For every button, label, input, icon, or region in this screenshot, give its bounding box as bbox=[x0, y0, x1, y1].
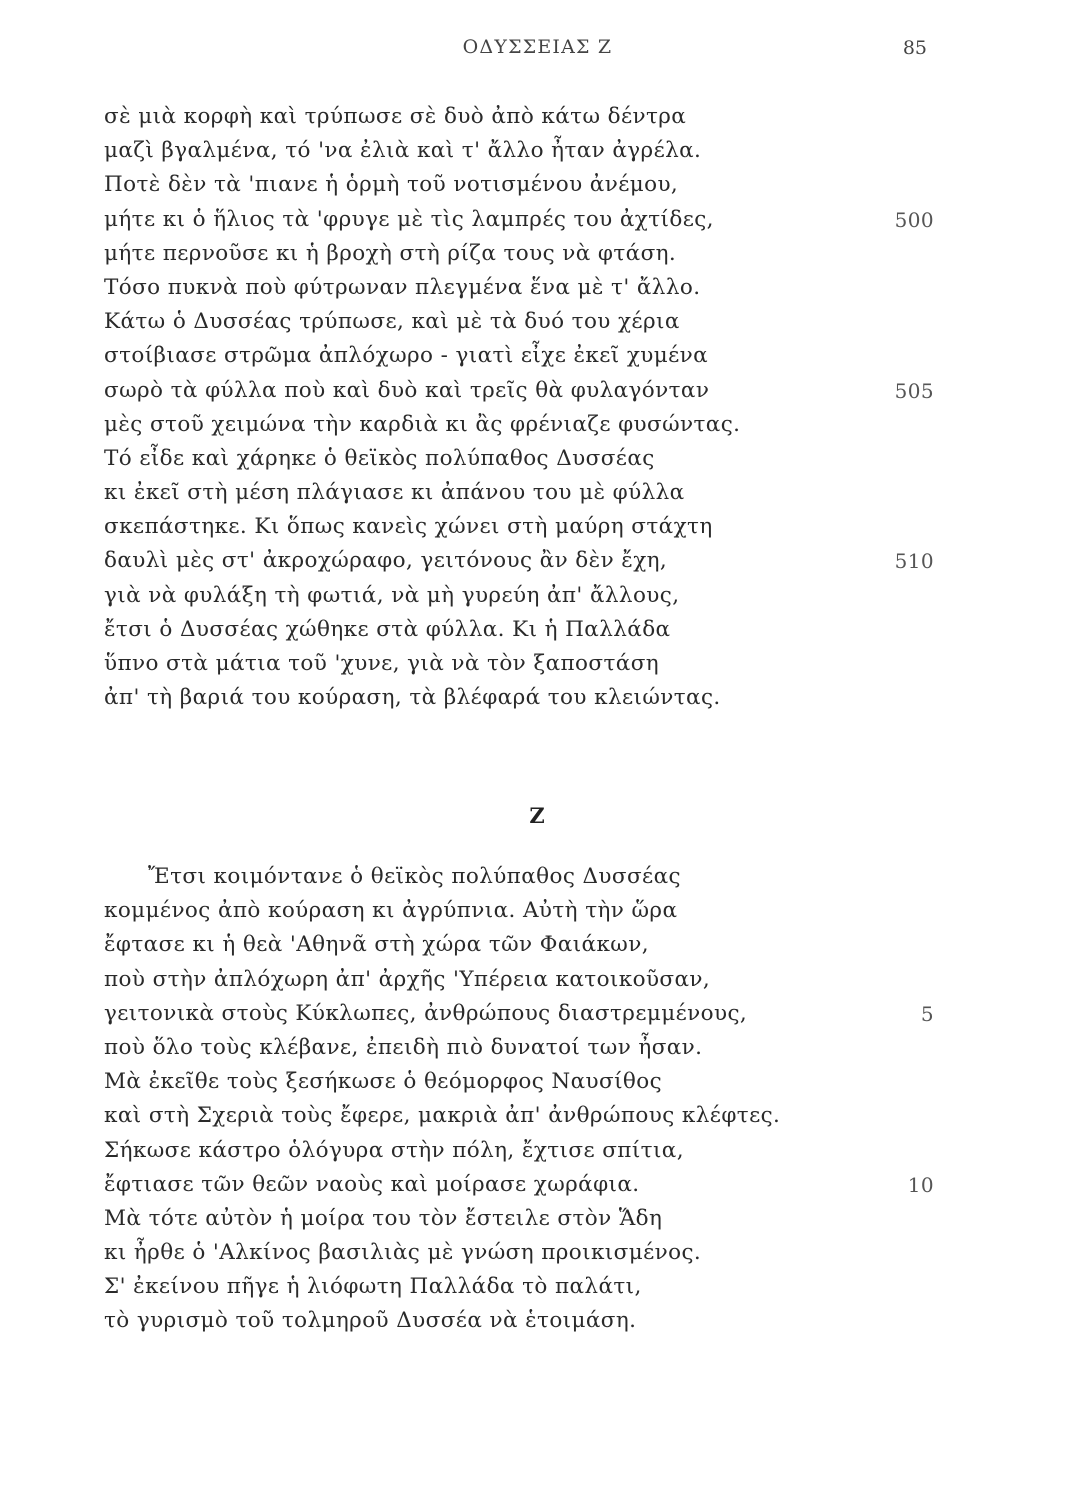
verse-line-text: μὲς στοῦ χειμώνα τὴν καρδιὰ κι ἂς φρένιαζε φυσώντας. bbox=[104, 411, 741, 437]
verse-line-text: μήτε κι ὁ ἥλιος τὰ 'φρυγε μὲ τὶς λαμπρές του ἀχτίδες, bbox=[104, 206, 714, 232]
verse-line-text: δαυλὶ μὲς στ' ἀκροχώραφο, γειτόνους ἂν δὲν ἔχη, bbox=[104, 548, 668, 574]
verse-line bbox=[104, 1031, 934, 1065]
page-number: 85 bbox=[902, 37, 927, 59]
verse-line bbox=[104, 579, 934, 613]
verse-block-bottom bbox=[104, 860, 934, 1339]
verse-line-text: τὸ γυρισμὸ τοῦ τολμηροῦ Δυσσέα νὰ ἑτοιμάση. bbox=[104, 1308, 637, 1334]
verse-line bbox=[104, 476, 934, 510]
verse-line bbox=[104, 1168, 934, 1202]
verse-line-text: Μὰ τότε αὐτὸν ἡ μοίρα του τὸν ἔστειλε στὸν Ἅδη bbox=[104, 1205, 663, 1231]
verse-line-text: μαζὶ βγαλμένα, τό 'να ἐλιὰ καὶ τ' ἄλλο ἦταν ἀγρέλα. bbox=[104, 138, 702, 164]
verse-line-text: Τόσο πυκνὰ ποὺ φύτρωναν πλεγμένα ἕνα μὲ τ' ἄλλο. bbox=[104, 274, 701, 300]
line-number: 510 bbox=[894, 549, 934, 574]
verse-line bbox=[104, 442, 934, 476]
running-head bbox=[0, 36, 1075, 66]
verse-line bbox=[104, 339, 934, 373]
verse-line bbox=[104, 963, 934, 997]
verse-line-text: ἀπ' τὴ βαριά του κούραση, τὰ βλέφαρά του κλειώντας. bbox=[104, 685, 721, 711]
verse-line-text: μήτε περνοῦσε κι ἡ βροχὴ στὴ ρίζα τους νὰ φτάση. bbox=[104, 240, 677, 266]
line-number: 5 bbox=[920, 1001, 934, 1026]
line-number: 500 bbox=[894, 207, 934, 232]
verse-line bbox=[104, 1202, 934, 1236]
verse-line-text: ὕπνο στὰ μάτια τοῦ 'χυνε, γιὰ νὰ τὸν ξαποστάση bbox=[104, 651, 660, 676]
verse-line-text: Ποτὲ δὲν τὰ 'πιανε ἡ ὁρμὴ τοῦ νοτισμένου ἀνέμου, bbox=[104, 172, 679, 198]
verse-line bbox=[104, 237, 934, 271]
verse-line-text: ποὺ ὅλο τοὺς κλέβανε, ἐπειδὴ πιὸ δυνατοί των ἦσαν. bbox=[104, 1034, 703, 1060]
verse-line-text: σκεπάστηκε. Κι ὅπως κανεὶς χώνει στὴ μαύρη στάχτη bbox=[104, 514, 713, 540]
verse-line bbox=[104, 1099, 934, 1133]
verse-line bbox=[104, 681, 934, 715]
verse-line bbox=[104, 203, 934, 237]
verse-line-text: Τό εἶδε καὶ χάρηκε ὁ θεϊκὸς πολύπαθος Δυσσέας bbox=[104, 445, 655, 471]
verse-line bbox=[104, 408, 934, 442]
verse-line-text: Μὰ ἐκεῖθε τοὺς ξεσήκωσε ὁ θεόμορφος Ναυσίθος bbox=[104, 1069, 663, 1095]
verse-line bbox=[104, 860, 934, 894]
verse-line bbox=[104, 100, 934, 134]
verse-line bbox=[104, 928, 934, 962]
verse-line-text: καὶ στὴ Σχεριὰ τοὺς ἔφερε, μακριὰ ἀπ' ἀνθρώπους κλέφτες. bbox=[104, 1103, 781, 1129]
verse-line bbox=[104, 1065, 934, 1099]
verse-line bbox=[104, 894, 934, 928]
verse-line bbox=[104, 134, 934, 168]
verse-line-text: γειτονικὰ στοὺς Κύκλωπες, ἀνθρώπους διαστρεμμένους, bbox=[104, 1000, 748, 1026]
line-number: 505 bbox=[894, 378, 934, 403]
verse-line bbox=[104, 1236, 934, 1270]
verse-line-text: γιὰ νὰ φυλάξη τὴ φωτιά, νὰ μὴ γυρεύη ἀπ' ἄλλους, bbox=[104, 582, 680, 608]
verse-line bbox=[104, 305, 934, 339]
verse-line bbox=[104, 510, 934, 544]
verse-line bbox=[104, 997, 934, 1031]
verse-line bbox=[104, 1134, 934, 1168]
verse-line-text: κι ἦρθε ὁ 'Αλκίνος βασιλιὰς μὲ γνώση προικισμένος. bbox=[104, 1240, 702, 1266]
verse-line-text: Κάτω ὁ Δυσσέας τρύπωσε, καὶ μὲ τὰ δυό του χέρια bbox=[104, 309, 680, 335]
verse-line-text: ἔφτιασε τῶν θεῶν ναοὺς καὶ μοίρασε χωράφια. bbox=[104, 1171, 640, 1197]
running-title: ΟΔΥΣΣΕΙΑΣ Ζ bbox=[462, 36, 613, 58]
verse-line-text: Σήκωσε κάστρο ὁλόγυρα στὴν πόλη, ἔχτισε σπίτια, bbox=[104, 1137, 684, 1163]
verse-line bbox=[104, 647, 934, 681]
verse-line-text: Ἔτσι κοιμόντανε ὁ θεϊκὸς πολύπαθος Δυσσέας bbox=[148, 864, 681, 889]
verse-line bbox=[104, 1270, 934, 1304]
verse-line-text: κομμένος ἀπὸ κούραση κι ἀγρύπνια. Αὐτὴ τὴν ὥρα bbox=[104, 898, 678, 924]
verse-block-top bbox=[104, 100, 934, 715]
verse-line-text: κι ἐκεῖ στὴ μέση πλάγιασε κι ἀπάνου του μὲ φύλλα bbox=[104, 480, 685, 506]
verse-line-text: ἔφτασε κι ἡ θεὰ 'Αθηνᾶ στὴ χώρα τῶν Φαιάκων, bbox=[104, 932, 649, 958]
verse-line-text: στοίβιασε στρῶμα ἀπλόχωρο - γιατὶ εἶχε ἐκεῖ χυμένα bbox=[104, 343, 709, 369]
section-heading: Ζ bbox=[529, 803, 546, 828]
verse-line bbox=[104, 1304, 934, 1338]
verse-line bbox=[104, 168, 934, 202]
verse-line-text: ἔτσι ὁ Δυσσέας χώθηκε στὰ φύλλα. Κι ἡ Παλλάδα bbox=[104, 616, 671, 642]
line-number: 10 bbox=[907, 1172, 934, 1197]
verse-line bbox=[104, 613, 934, 647]
verse-line bbox=[104, 374, 934, 408]
verse-line bbox=[104, 271, 934, 305]
verse-line-text: σωρὸ τὰ φύλλα ποὺ καὶ δυὸ καὶ τρεῖς θὰ φυλαγόνταν bbox=[104, 377, 710, 403]
verse-line-text: Σ' ἐκείνου πῆγε ἡ λιόφωτη Παλλάδα τὸ παλάτι, bbox=[104, 1274, 642, 1300]
verse-line-text: σὲ μιὰ κορφὴ καὶ τρύπωσε σὲ δυὸ ἀπὸ κάτω δέντρα bbox=[104, 104, 687, 129]
verse-line bbox=[104, 544, 934, 578]
verse-line-text: ποὺ στὴν ἀπλόχωρη ἀπ' ἀρχῆς 'Υπέρεια κατοικοῦσαν, bbox=[104, 966, 711, 992]
